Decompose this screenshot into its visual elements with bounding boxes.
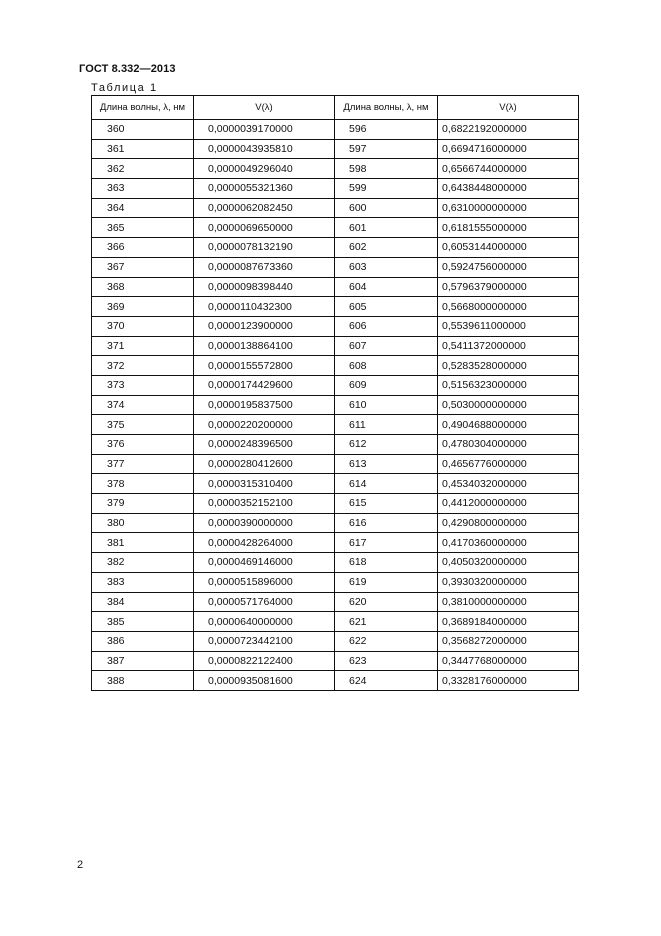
v-lambda-right-cell: 0,6053144000000 bbox=[438, 238, 579, 258]
table-row bbox=[92, 179, 579, 199]
table-row bbox=[92, 454, 579, 474]
wavelength-left-cell: 384 bbox=[92, 592, 194, 612]
v-lambda-left-cell: 0,0000043935810 bbox=[194, 139, 335, 159]
wavelength-left-cell: 371 bbox=[92, 336, 194, 356]
v-lambda-left-cell: 0,0000220200000 bbox=[194, 415, 335, 435]
v-lambda-left-cell: 0,0000138864100 bbox=[194, 336, 335, 356]
page-number: 2 bbox=[77, 859, 84, 871]
table-row bbox=[92, 494, 579, 514]
table-row bbox=[92, 533, 579, 553]
wavelength-right-cell: 598 bbox=[335, 159, 438, 179]
wavelength-left-cell: 376 bbox=[92, 435, 194, 455]
wavelength-left-cell: 387 bbox=[92, 651, 194, 671]
wavelength-right-cell: 601 bbox=[335, 218, 438, 238]
table-row bbox=[92, 631, 579, 651]
table-row bbox=[92, 435, 579, 455]
wavelength-left-cell: 361 bbox=[92, 139, 194, 159]
wavelength-right-cell: 607 bbox=[335, 336, 438, 356]
v-lambda-right-cell: 0,3930320000000 bbox=[438, 572, 579, 592]
v-lambda-left-cell: 0,0000155572800 bbox=[194, 356, 335, 376]
table-row bbox=[92, 297, 579, 317]
wavelength-left-cell: 363 bbox=[92, 179, 194, 199]
v-lambda-left-cell: 0,0000087673360 bbox=[194, 257, 335, 277]
table-row bbox=[92, 395, 579, 415]
table-row bbox=[92, 651, 579, 671]
v-lambda-right-cell: 0,5924756000000 bbox=[438, 257, 579, 277]
wavelength-left-cell: 379 bbox=[92, 494, 194, 514]
v-lambda-left-cell: 0,0000822122400 bbox=[194, 651, 335, 671]
wavelength-right-cell: 608 bbox=[335, 356, 438, 376]
wavelength-right-cell: 615 bbox=[335, 494, 438, 514]
v-lambda-right-cell: 0,6438448000000 bbox=[438, 179, 579, 199]
table-row bbox=[92, 671, 579, 691]
wavelength-right-cell: 619 bbox=[335, 572, 438, 592]
wavelength-left-cell: 370 bbox=[92, 316, 194, 336]
wavelength-left-cell: 381 bbox=[92, 533, 194, 553]
v-lambda-left-cell: 0,0000055321360 bbox=[194, 179, 335, 199]
wavelength-left-cell: 374 bbox=[92, 395, 194, 415]
wavelength-left-cell: 377 bbox=[92, 454, 194, 474]
wavelength-left-cell: 388 bbox=[92, 671, 194, 691]
column-header-wavelength-right: Длина волны, λ, нм bbox=[335, 96, 438, 120]
v-lambda-right-cell: 0,5030000000000 bbox=[438, 395, 579, 415]
v-lambda-right-cell: 0,6694716000000 bbox=[438, 139, 579, 159]
table-row bbox=[92, 474, 579, 494]
v-lambda-right-cell: 0,3447768000000 bbox=[438, 651, 579, 671]
v-lambda-left-cell: 0,0000352152100 bbox=[194, 494, 335, 514]
wavelength-left-cell: 386 bbox=[92, 631, 194, 651]
v-lambda-left-cell: 0,0000069650000 bbox=[194, 218, 335, 238]
wavelength-left-cell: 362 bbox=[92, 159, 194, 179]
wavelength-right-cell: 609 bbox=[335, 375, 438, 395]
column-header-v-lambda-right: V(λ) bbox=[438, 96, 579, 120]
v-lambda-left-cell: 0,0000280412600 bbox=[194, 454, 335, 474]
v-lambda-left-cell: 0,0000315310400 bbox=[194, 474, 335, 494]
table-row bbox=[92, 238, 579, 258]
v-lambda-right-cell: 0,5283528000000 bbox=[438, 356, 579, 376]
v-lambda-left-cell: 0,0000248396500 bbox=[194, 435, 335, 455]
v-lambda-right-cell: 0,5156323000000 bbox=[438, 375, 579, 395]
column-header-wavelength-left: Длина волны, λ, нм bbox=[92, 96, 194, 120]
wavelength-left-cell: 373 bbox=[92, 375, 194, 395]
table-row bbox=[92, 513, 579, 533]
wavelength-left-cell: 368 bbox=[92, 277, 194, 297]
wavelength-right-cell: 602 bbox=[335, 238, 438, 258]
table-row bbox=[92, 592, 579, 612]
wavelength-right-cell: 618 bbox=[335, 553, 438, 573]
v-lambda-right-cell: 0,4904688000000 bbox=[438, 415, 579, 435]
table-row bbox=[92, 316, 579, 336]
v-lambda-right-cell: 0,4780304000000 bbox=[438, 435, 579, 455]
v-lambda-left-cell: 0,0000723442100 bbox=[194, 631, 335, 651]
wavelength-left-cell: 367 bbox=[92, 257, 194, 277]
column-header-v-lambda-left: V(λ) bbox=[194, 96, 335, 120]
v-lambda-right-cell: 0,4656776000000 bbox=[438, 454, 579, 474]
v-lambda-right-cell: 0,6181555000000 bbox=[438, 218, 579, 238]
wavelength-left-cell: 378 bbox=[92, 474, 194, 494]
v-lambda-left-cell: 0,0000571764000 bbox=[194, 592, 335, 612]
wavelength-left-cell: 364 bbox=[92, 198, 194, 218]
document-header: ГОСТ 8.332—2013 bbox=[79, 63, 176, 75]
table-caption: Таблица 1 bbox=[91, 82, 158, 94]
table-row bbox=[92, 375, 579, 395]
table-row bbox=[92, 336, 579, 356]
wavelength-right-cell: 599 bbox=[335, 179, 438, 199]
v-lambda-right-cell: 0,4170360000000 bbox=[438, 533, 579, 553]
wavelength-right-cell: 605 bbox=[335, 297, 438, 317]
v-lambda-right-cell: 0,6310000000000 bbox=[438, 198, 579, 218]
wavelength-right-cell: 606 bbox=[335, 316, 438, 336]
table-row bbox=[92, 553, 579, 573]
v-lambda-right-cell: 0,5411372000000 bbox=[438, 336, 579, 356]
v-lambda-right-cell: 0,4290800000000 bbox=[438, 513, 579, 533]
v-lambda-right-cell: 0,3689184000000 bbox=[438, 612, 579, 632]
wavelength-left-cell: 375 bbox=[92, 415, 194, 435]
wavelength-right-cell: 617 bbox=[335, 533, 438, 553]
v-lambda-left-cell: 0,0000062082450 bbox=[194, 198, 335, 218]
v-lambda-right-cell: 0,4534032000000 bbox=[438, 474, 579, 494]
table-row bbox=[92, 572, 579, 592]
v-lambda-left-cell: 0,0000049296040 bbox=[194, 159, 335, 179]
table-row bbox=[92, 120, 579, 140]
v-lambda-right-cell: 0,5539611000000 bbox=[438, 316, 579, 336]
v-lambda-left-cell: 0,0000515896000 bbox=[194, 572, 335, 592]
v-lambda-right-cell: 0,3810000000000 bbox=[438, 592, 579, 612]
v-lambda-left-cell: 0,0000195837500 bbox=[194, 395, 335, 415]
wavelength-right-cell: 603 bbox=[335, 257, 438, 277]
wavelength-right-cell: 597 bbox=[335, 139, 438, 159]
table-header-row bbox=[92, 96, 579, 120]
table-row bbox=[92, 159, 579, 179]
v-lambda-left-cell: 0,0000469146000 bbox=[194, 553, 335, 573]
table-row bbox=[92, 277, 579, 297]
luminous-efficiency-table bbox=[91, 95, 579, 691]
wavelength-left-cell: 385 bbox=[92, 612, 194, 632]
table-row bbox=[92, 139, 579, 159]
wavelength-right-cell: 610 bbox=[335, 395, 438, 415]
wavelength-left-cell: 372 bbox=[92, 356, 194, 376]
wavelength-left-cell: 383 bbox=[92, 572, 194, 592]
v-lambda-right-cell: 0,6822192000000 bbox=[438, 120, 579, 140]
table-row bbox=[92, 198, 579, 218]
v-lambda-right-cell: 0,4412000000000 bbox=[438, 494, 579, 514]
table-row bbox=[92, 257, 579, 277]
wavelength-right-cell: 604 bbox=[335, 277, 438, 297]
wavelength-right-cell: 614 bbox=[335, 474, 438, 494]
wavelength-right-cell: 611 bbox=[335, 415, 438, 435]
v-lambda-left-cell: 0,0000640000000 bbox=[194, 612, 335, 632]
v-lambda-left-cell: 0,0000935081600 bbox=[194, 671, 335, 691]
v-lambda-right-cell: 0,3328176000000 bbox=[438, 671, 579, 691]
v-lambda-right-cell: 0,6566744000000 bbox=[438, 159, 579, 179]
v-lambda-right-cell: 0,3568272000000 bbox=[438, 631, 579, 651]
wavelength-left-cell: 360 bbox=[92, 120, 194, 140]
v-lambda-left-cell: 0,0000428264000 bbox=[194, 533, 335, 553]
wavelength-left-cell: 369 bbox=[92, 297, 194, 317]
v-lambda-left-cell: 0,0000039170000 bbox=[194, 120, 335, 140]
wavelength-right-cell: 612 bbox=[335, 435, 438, 455]
table-row bbox=[92, 612, 579, 632]
wavelength-right-cell: 622 bbox=[335, 631, 438, 651]
v-lambda-right-cell: 0,5668000000000 bbox=[438, 297, 579, 317]
wavelength-left-cell: 366 bbox=[92, 238, 194, 258]
wavelength-right-cell: 616 bbox=[335, 513, 438, 533]
v-lambda-left-cell: 0,0000123900000 bbox=[194, 316, 335, 336]
wavelength-right-cell: 621 bbox=[335, 612, 438, 632]
table-body bbox=[92, 120, 579, 691]
v-lambda-right-cell: 0,5796379000000 bbox=[438, 277, 579, 297]
wavelength-left-cell: 365 bbox=[92, 218, 194, 238]
wavelength-right-cell: 600 bbox=[335, 198, 438, 218]
v-lambda-left-cell: 0,0000390000000 bbox=[194, 513, 335, 533]
wavelength-right-cell: 623 bbox=[335, 651, 438, 671]
wavelength-left-cell: 380 bbox=[92, 513, 194, 533]
wavelength-left-cell: 382 bbox=[92, 553, 194, 573]
wavelength-right-cell: 613 bbox=[335, 454, 438, 474]
wavelength-right-cell: 620 bbox=[335, 592, 438, 612]
v-lambda-left-cell: 0,0000078132190 bbox=[194, 238, 335, 258]
v-lambda-right-cell: 0,4050320000000 bbox=[438, 553, 579, 573]
table-row bbox=[92, 218, 579, 238]
v-lambda-left-cell: 0,0000110432300 bbox=[194, 297, 335, 317]
v-lambda-left-cell: 0,0000174429600 bbox=[194, 375, 335, 395]
v-lambda-left-cell: 0,0000098398440 bbox=[194, 277, 335, 297]
wavelength-right-cell: 596 bbox=[335, 120, 438, 140]
table-row bbox=[92, 415, 579, 435]
wavelength-right-cell: 624 bbox=[335, 671, 438, 691]
table-row bbox=[92, 356, 579, 376]
